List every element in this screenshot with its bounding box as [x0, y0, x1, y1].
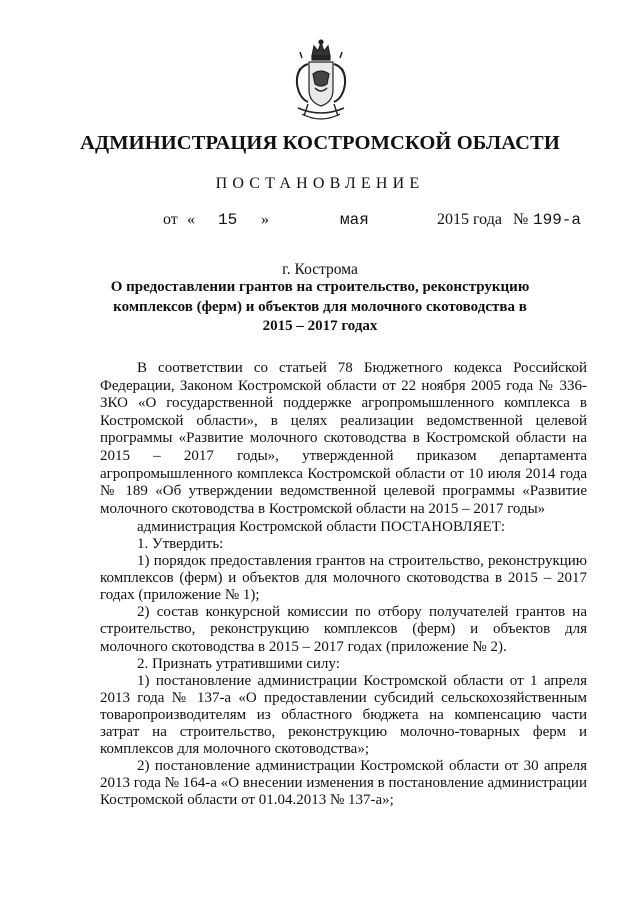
quote-open: «: [187, 211, 195, 228]
resolves-line: администрация Костромской области ПОСТАНОВЛЯЕТ:: [137, 518, 506, 535]
kostroma-coat-of-arms-icon: [290, 38, 352, 128]
org-name: АДМИНИСТРАЦИЯ КОСТРОМСКОЙ ОБЛАСТИ: [80, 132, 560, 154]
document-type: ПОСТАНОВЛЕНИЕ: [215, 175, 425, 192]
quote-close: »: [261, 211, 269, 228]
item-1: 1. Утвердить:: [137, 535, 224, 552]
date-from: от: [163, 211, 178, 228]
date-day: 15: [218, 211, 238, 229]
item-2-2: 2) постановление администрации Костромской области от 30 апреля 2013 года № 164-а «О внесении изменения в постановление администрации Костромской области от 01.04.2013 № 137-а»;: [100, 758, 587, 809]
document-body: [100, 360, 587, 809]
date-line: [0, 211, 640, 235]
number-sign: №: [513, 211, 529, 228]
date-year: 2015 года: [437, 211, 502, 228]
item-2: 2. Признать утратившими силу:: [137, 655, 340, 672]
item-1-1: 1) порядок предоставления грантов на строительство, реконструкцию комплексов (ферм) и объектов для молочного скотоводства в 2015 – 2017 годах (приложение № 1);: [100, 553, 587, 604]
date-month: мая: [340, 211, 369, 229]
preamble-paragraph: В соответствии со статьей 78 Бюджетного кодекса Российской Федерации, Законом Костромской области от 22 ноября 2005 года № 336-ЗКО «О государственной поддержке агропромышленного комплекса в Костромской области», в целях реализации ведомственной целевой программы «Развитие молочного скотоводства в Костромской области на 2015 – 2017 годы», утвержденной приказом департамента агропромышленного комплекса Костромской области от 10 июля 2014 года № 189 «Об утверждении ведомственной целевой программы «Развитие молочного скотоводства в Костромской области на 2015 – 2017 годы»: [100, 360, 587, 517]
item-1-2: 2) состав конкурсной комиссии по отбору получателей грантов на строительство, реконструкцию комплексов (ферм) и объектов для молочного скотоводства в 2015 – 2017 годах (приложение № 2).: [100, 604, 587, 655]
document-number: 199-а: [533, 211, 582, 229]
document-title: О предоставлении грантов на строительство, реконструкцию комплексов (ферм) и объектов для молочного скотоводства в 2015 – 2017 годах: [110, 279, 530, 334]
item-2-1: 1) постановление администрации Костромской области от 1 апреля 2013 года № 137-а «О предоставлении субсидий сельскохозяйственным товаропроизводителям из областного бюджета на компенсацию части затрат на строительство, реконструкцию молочно-товарных ферм и комплексов для молочного скотоводства»;: [100, 672, 587, 758]
city: г. Кострома: [282, 261, 358, 278]
